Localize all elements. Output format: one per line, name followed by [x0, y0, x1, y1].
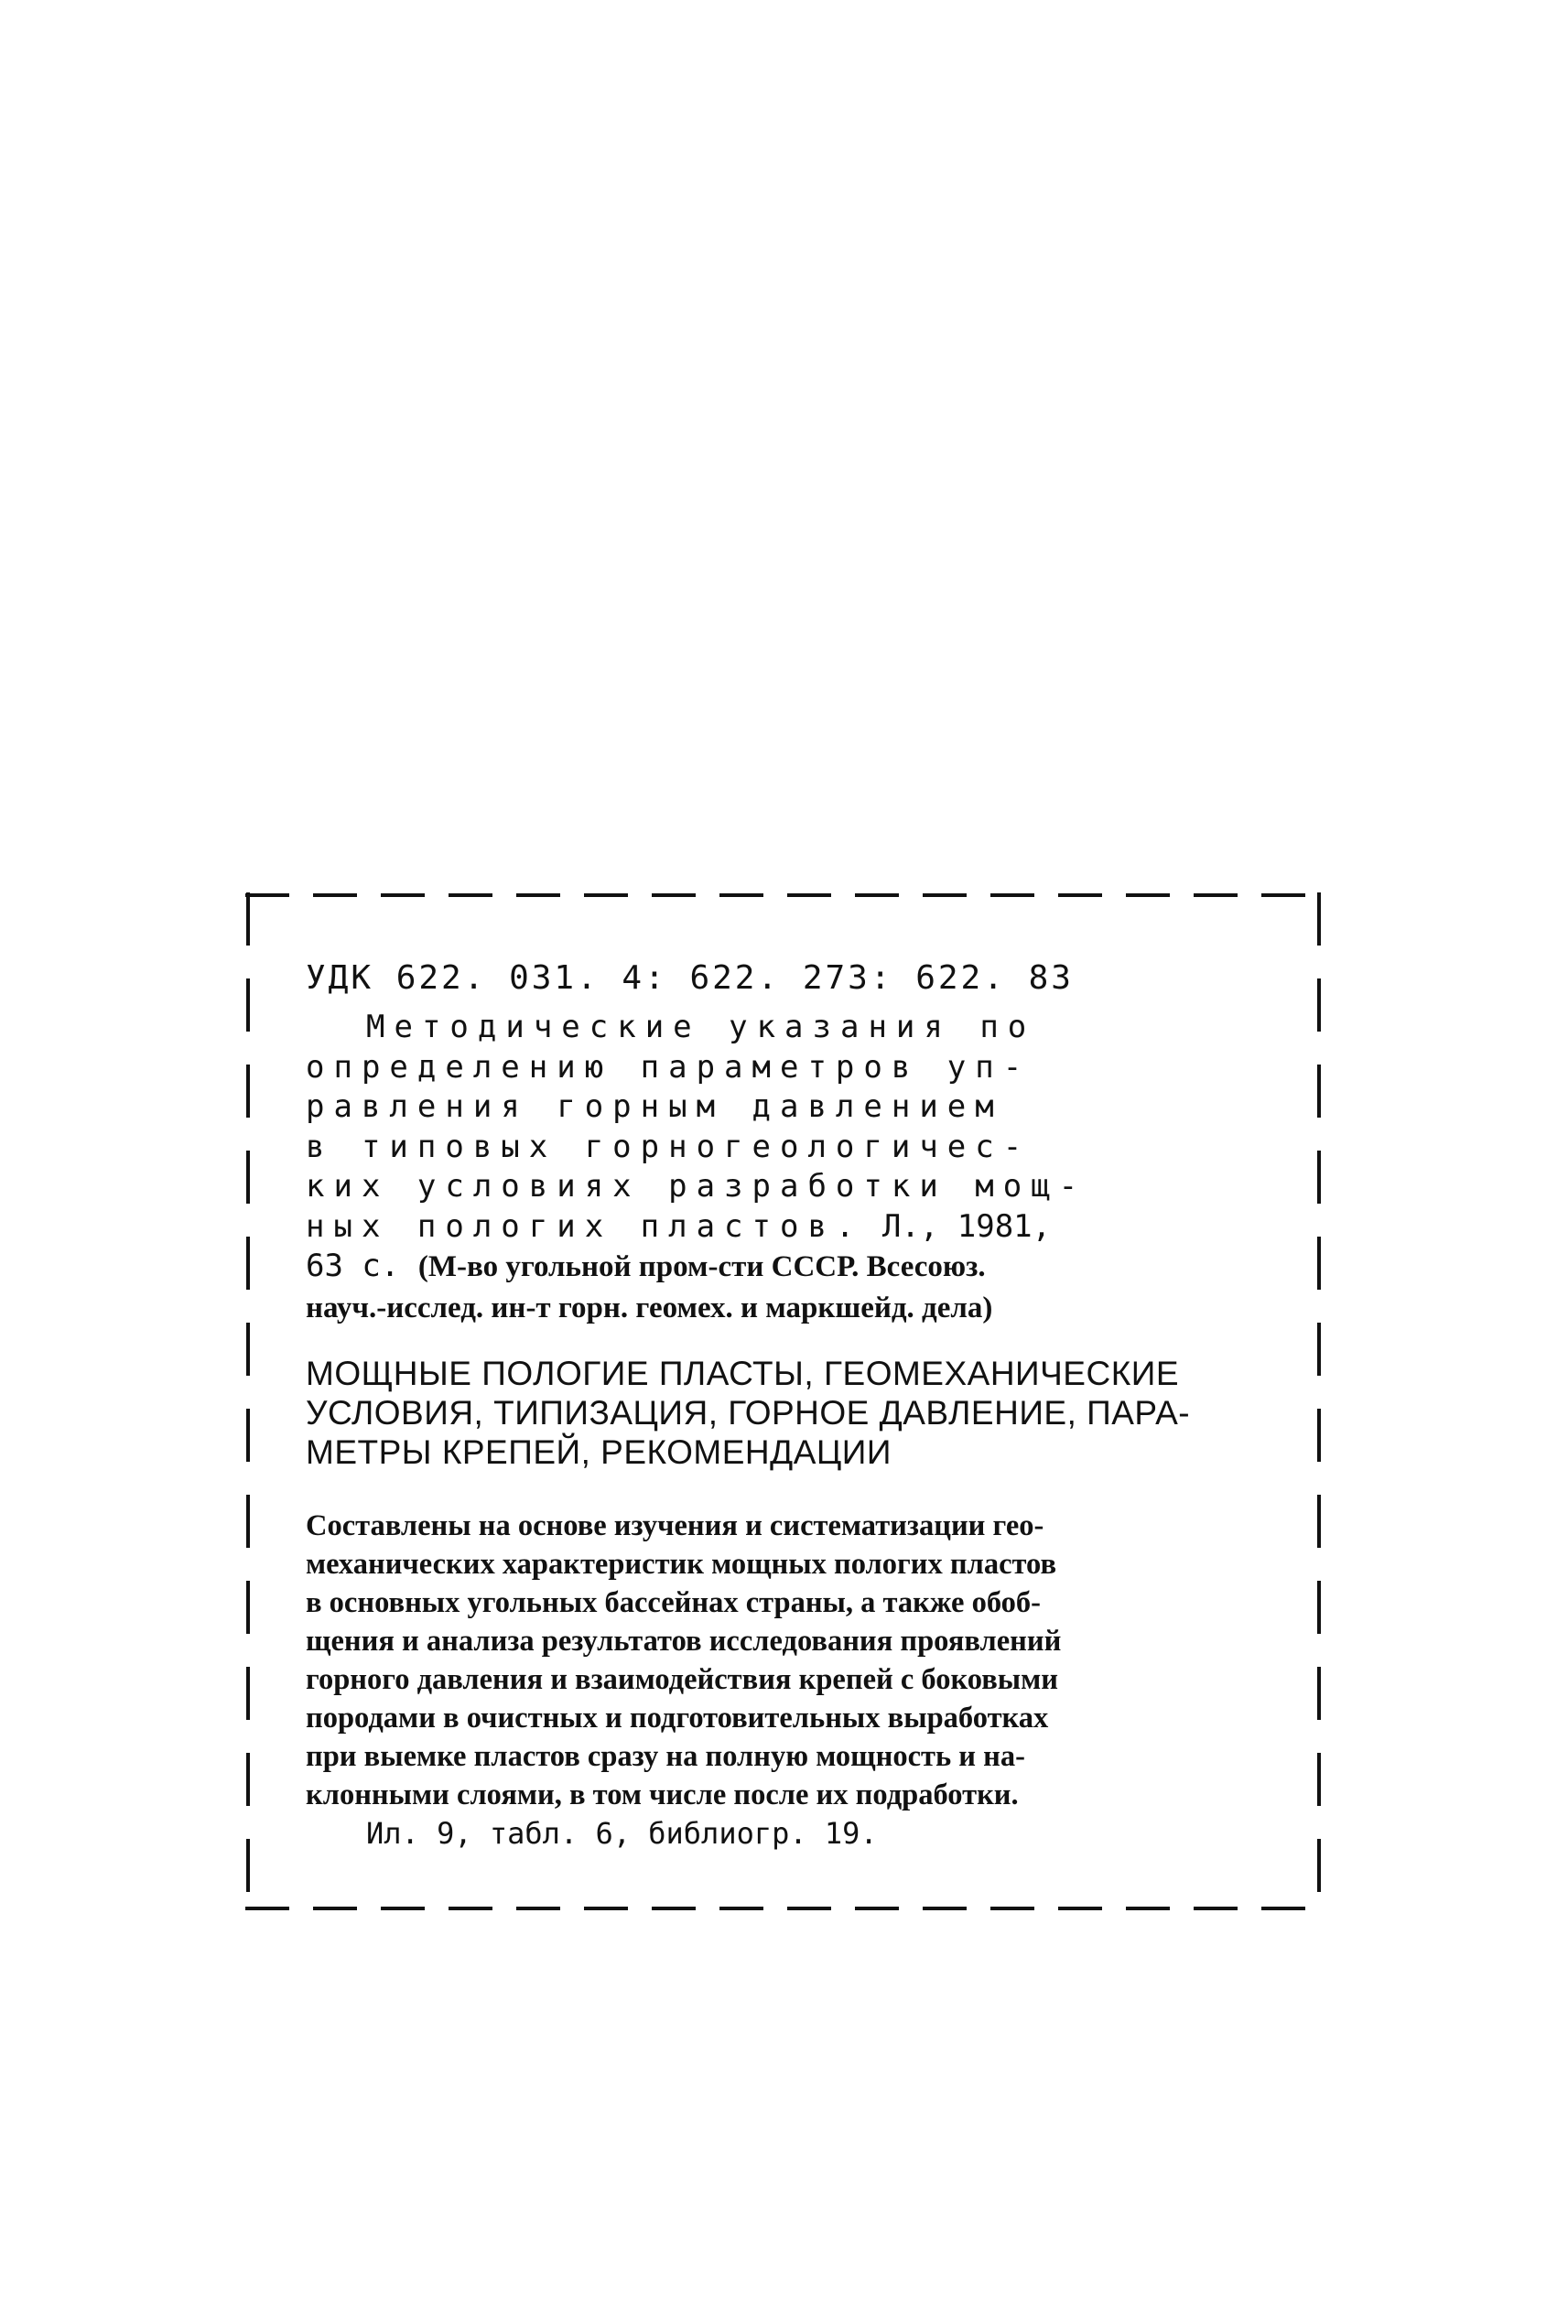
keywords-line: МЕТРЫ КРЕПЕЙ, РЕКОМЕНДАЦИИ	[306, 1433, 892, 1471]
abstract-line: при выемке пластов сразу на полную мощность и на-	[306, 1740, 1025, 1773]
biblio-publisher: (М-во угольной пром-сти СССР. Всесоюз.	[417, 1250, 986, 1283]
abstract-line: породами в очистных и подготовительных выработках	[306, 1702, 1049, 1735]
abstract-line: щения и анализа результатов исследования проявлений	[306, 1625, 1062, 1658]
keywords	[306, 1354, 1299, 1472]
biblio-institute: науч.-исслед. ин-т горн. геомех. и маркшейд. дела)	[306, 1291, 993, 1324]
abstract-line: Составлены на основе изучения и систематизации гео-	[306, 1509, 1044, 1542]
keywords-line: МОЩНЫЕ ПОЛОГИЕ ПЛАСТЫ, ГЕОМЕХАНИЧЕСКИЕ	[306, 1355, 1180, 1392]
abstract-line: в основных угольных бассейнах страны, а также обоб-	[306, 1586, 1041, 1619]
biblio-line	[306, 1207, 1299, 1248]
udk-line: УДК 622. 031. 4: 622. 273: 622. 83	[306, 959, 1074, 997]
card-content	[306, 958, 1299, 1853]
abstract-line: горного давления и взаимодействия крепей с боковыми	[306, 1663, 1059, 1696]
biblio-line	[306, 1247, 1299, 1288]
keywords-line: УСЛОВИЯ, ТИПИЗАЦИЯ, ГОРНОЕ ДАВЛЕНИЕ, ПАРА-	[306, 1394, 1191, 1432]
illustrations-tables-references: Ил. 9, табл. 6, библиогр. 19.	[366, 1816, 878, 1851]
biblio-line: ких условиях разработки мощ-	[306, 1168, 1087, 1205]
abstract	[306, 1507, 1299, 1814]
biblio-title-end: ных пологих пластов.	[306, 1207, 864, 1245]
catalog-card	[245, 892, 1322, 1911]
biblio-place-year: Л., 1981,	[863, 1207, 1052, 1245]
abstract-line: клонными слоями, в том числе после их подработки.	[306, 1778, 1019, 1811]
biblio-line: Методические указания по	[366, 1009, 1036, 1045]
biblio-line	[306, 1288, 1299, 1329]
biblio-pages: 63 с.	[306, 1248, 400, 1284]
biblio-line: определению параметров уп-	[306, 1048, 1032, 1086]
bibliographic-description	[306, 1008, 1299, 1328]
biblio-line: равления горным давлением	[306, 1088, 1003, 1125]
abstract-line: механических характеристик мощных пологих пластов	[306, 1548, 1057, 1581]
biblio-line: в типовых горногеологичес-	[306, 1128, 1032, 1165]
